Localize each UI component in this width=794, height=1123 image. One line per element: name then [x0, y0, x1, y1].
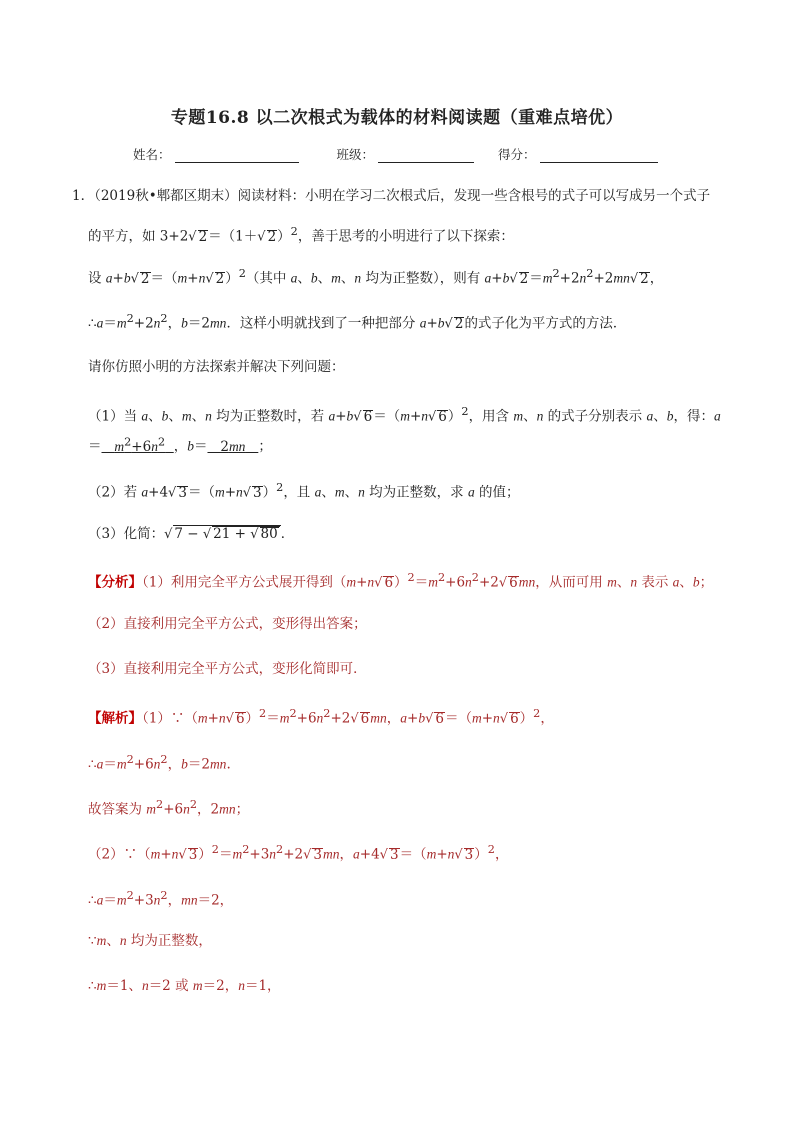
- text-line-q1i: （3）化简：√ 7 − √ 21 + √ 80 ．: [88, 526, 295, 542]
- text-line-q1e: 请你仿照小明的方法探索并解决下列问题：: [88, 359, 345, 375]
- page-title: 专题16.8 以二次根式为载体的材料阅读题（重难点培优）: [170, 108, 624, 128]
- text-line-q1f: （1）当 a、b、m、n 均为正整数时，若 a+b√ 6＝（m+n√ 6）$^2$，用含 m、n 的式子分别表示 a、b，得：a: [88, 405, 721, 425]
- name-blank[interactable]: [175, 148, 299, 163]
- text-line-a10: ∴m＝1、n＝2 或 m＝2，n＝1，: [88, 978, 281, 994]
- text-line-a4: 【解析】（1）∵（m+n√ $6)^2=m^2+6n^2+2√$ 6mn，a+b√ 6＝（m+n√ 6）$^2$，: [88, 707, 554, 727]
- class-label: 班级：: [336, 147, 375, 162]
- text-line-a6: 故答案为 $m^2+6n^2$，2mn；: [88, 798, 250, 818]
- text-line-q1b: 的平方，如 3+2√ 2＝（1＋√ 2）$^2$，善于思考的小明进行了以下探索：: [88, 225, 514, 245]
- text-line-q1a: 1．（2019秋•郫都区期末）阅读材料：小明在学习二次根式后，发现一些含根号的式子可以写成另一个式子: [72, 188, 711, 204]
- class-blank[interactable]: [378, 148, 474, 163]
- text-line-a7: （2）∵（m+n√ $3)^2=m^2+3n^2+2√$ 3mn，a+4√ 3＝（m+n√ 3）$^2$，: [88, 843, 509, 863]
- text-line-a9: ∵m、n 均为正整数，: [88, 933, 212, 949]
- text-line-q1h: （2）若 a+4√ 3＝（m+n√ 3）$^2$，且 a、m、n 均为正整数，求 a 的值；: [88, 481, 520, 501]
- text-line-q1d: $\therefore a=m^2+2n^2$，b＝2mn．这样小明就找到了一种把部分 a+b√ 2的式子化为平方式的方法．: [88, 312, 627, 332]
- text-line-a8: $\therefore a=m^2+3n^2$，mn＝2，: [88, 889, 234, 909]
- text-line-a5: $\therefore a=m^2+6n^2$，b＝2mn.: [88, 753, 231, 773]
- score-field[interactable]: [498, 145, 658, 163]
- score-label: 得分：: [498, 147, 536, 162]
- text-line-q1g: ＝ $m^2+6n^2$ ，b＝ 2mn ；: [88, 435, 272, 455]
- text-line-a1: 【分析】（1）利用完全平方公式展开得到（m+n√ $6)^2=m^2+6n^2+2√$ 6mn，从而可用 m、n 表示 a、b；: [88, 571, 714, 591]
- name-label: 姓名：: [133, 147, 171, 162]
- text-line-q1c: 设 a+b√ 2＝（m+n√ 2）$^2$（其中 a、b、m、n 均为正整数），则有 a+b√ $2=m^2+2n^2+2mn√$ 2，: [88, 267, 664, 287]
- name-field[interactable]: [133, 145, 299, 163]
- class-field[interactable]: [337, 145, 475, 163]
- text-line-a3: （3）直接利用完全平方公式，变形化简即可．: [88, 661, 367, 677]
- student-info-row: [133, 145, 658, 163]
- text-line-a2: （2）直接利用完全平方公式，变形得出答案；: [88, 616, 367, 632]
- score-blank[interactable]: [540, 148, 658, 163]
